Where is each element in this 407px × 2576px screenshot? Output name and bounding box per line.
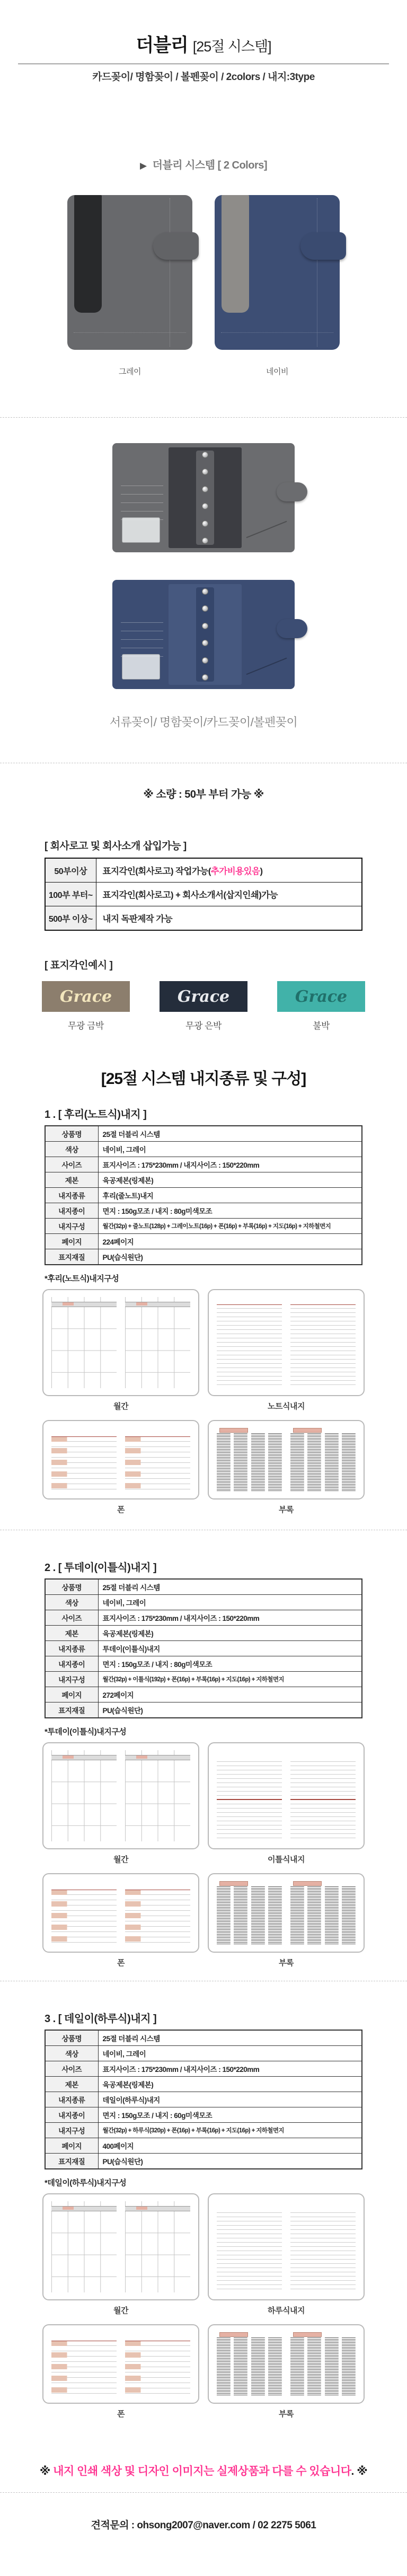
spec-label: 내지구성 bbox=[45, 1219, 98, 1234]
spec-label: 제본 bbox=[45, 2077, 98, 2092]
spec-label: 표지재질 bbox=[45, 1702, 98, 1718]
inner-page-preview bbox=[208, 1742, 365, 1865]
colors-heading-label: 더블리 시스템 [ 2 Colors] bbox=[152, 160, 268, 171]
section-3-subtitle: *데일이(하루식)내지구성 bbox=[45, 2178, 127, 2187]
spec-value: 네이비, 그레이 bbox=[98, 1595, 362, 1610]
spec-label: 내지종이 bbox=[45, 1203, 98, 1219]
spec-row bbox=[45, 1188, 362, 1203]
spec-row bbox=[45, 1702, 362, 1718]
section-3-title: 3 . [ 데일이(하루식)내지 ] bbox=[45, 2013, 157, 2025]
contact-info: 견적문의 : ohsong2007@naver.com / 02 2275 5061 bbox=[91, 2520, 316, 2531]
spec-label: 내지구성 bbox=[45, 1672, 98, 1687]
card-slots bbox=[121, 486, 163, 522]
spec-label: 내지종류 bbox=[45, 1188, 98, 1203]
spec-value: 표지사이즈 : 175*230mm / 내지사이즈 : 150*220mm bbox=[98, 1157, 362, 1172]
note-spread-image bbox=[208, 1289, 365, 1396]
table-row bbox=[45, 858, 362, 883]
notice-mark: . ※ bbox=[351, 2465, 368, 2477]
cover-strap bbox=[300, 232, 346, 260]
preview-label: 부록 bbox=[279, 1505, 294, 1514]
desc-text: 내지 독판제작 가능 bbox=[102, 914, 173, 924]
stamp-section-heading: [ 표지각인예시 ] bbox=[45, 960, 113, 971]
product-name-bracket: [25절 시스템] bbox=[192, 39, 271, 55]
preview-label: 부록 bbox=[279, 2410, 294, 2419]
preview-label: 부록 bbox=[279, 1959, 294, 1968]
spec-value: 224페이지 bbox=[98, 1234, 362, 1249]
preview-grid bbox=[0, 2324, 407, 2419]
daily-spread-image bbox=[208, 2193, 365, 2300]
spec-value: 면지 : 150g모조 / 내지 : 60g미색모조 bbox=[98, 2107, 362, 2123]
spec-value: 육공제본(링제본) bbox=[98, 2077, 362, 2092]
spec-value: 면지 : 150g모조 / 내지 : 80g미색모조 bbox=[98, 1656, 362, 1672]
spec-row bbox=[45, 1610, 362, 1626]
spec-value: 400페이지 bbox=[98, 2138, 362, 2154]
spec-row bbox=[45, 2154, 362, 2169]
phone-spread-image bbox=[42, 1873, 199, 1953]
inner-page-preview bbox=[42, 2193, 199, 2316]
page-title bbox=[0, 31, 407, 57]
stamp-label: 무광 은박 bbox=[185, 1021, 222, 1031]
spec-value: PU(습식원단) bbox=[98, 2154, 362, 2169]
preview-label: 월간 bbox=[113, 1402, 128, 1411]
section-2-subtitle: *투데이(이틀식)내지구성 bbox=[45, 1727, 127, 1736]
spec-value: 후리(줄노트)내지 bbox=[98, 1188, 362, 1203]
spec-label: 색상 bbox=[45, 2046, 98, 2061]
spec-label: 색상 bbox=[45, 1595, 98, 1610]
spec-row bbox=[45, 1656, 362, 1672]
section-2-title: 2 . [ 투데이(이틀식)내지 ] bbox=[45, 1562, 157, 1574]
spec-row bbox=[45, 2092, 362, 2107]
spec-row bbox=[45, 1579, 362, 1595]
preview-grid bbox=[0, 1289, 407, 1411]
spec-value: 표지사이즈 : 175*230mm / 내지사이즈 : 150*220mm bbox=[98, 2061, 362, 2077]
id-window bbox=[122, 654, 160, 680]
qty-cell: 50부이상 bbox=[45, 858, 96, 883]
phone-spread-image bbox=[42, 2324, 199, 2404]
spec-label: 내지종류 bbox=[45, 2092, 98, 2107]
spec-row bbox=[45, 2123, 362, 2138]
color-difference-notice bbox=[0, 2463, 407, 2478]
appendix-spread-image bbox=[208, 2324, 365, 2404]
id-window bbox=[122, 517, 160, 543]
dashed-divider bbox=[0, 2492, 407, 2493]
card-slots bbox=[121, 622, 163, 658]
spec-label: 페이지 bbox=[45, 2138, 98, 2154]
spec-row bbox=[45, 1203, 362, 1219]
stamp-sample-silver bbox=[160, 981, 247, 1031]
cover-label: 그레이 bbox=[119, 367, 141, 376]
spec-row bbox=[45, 1219, 362, 1234]
desc-text: 표지각인(회사로고) 작업가능( bbox=[102, 867, 211, 876]
preview-label: 폰 bbox=[117, 1505, 125, 1514]
product-subtitle: 카드꽂이/ 명함꽂이 / 볼펜꽂이 / 2colors / 내지:3type bbox=[92, 72, 315, 83]
stamp-sample-emboss bbox=[277, 981, 365, 1031]
spec-value: 네이비, 그레이 bbox=[98, 1142, 362, 1157]
spec-table-3 bbox=[45, 2030, 362, 2169]
arrow-bullet-icon: ▶ bbox=[139, 161, 147, 171]
inner-page-preview bbox=[42, 1289, 199, 1411]
spec-label: 사이즈 bbox=[45, 1610, 98, 1626]
spec-row bbox=[45, 1142, 362, 1157]
spec-row bbox=[45, 2030, 362, 2046]
cover-stripe bbox=[74, 195, 102, 313]
inner-page-preview bbox=[208, 1289, 365, 1411]
desc-cell bbox=[96, 883, 362, 906]
spec-value: 육공제본(링제본) bbox=[98, 1626, 362, 1641]
inner-page-preview bbox=[208, 2193, 365, 2316]
binder-rings bbox=[202, 452, 208, 544]
desc-text-end: ) bbox=[260, 867, 263, 876]
inside-left-panel bbox=[117, 584, 169, 685]
section-1-title: 1 . [ 후리(노트식)내지 ] bbox=[45, 1109, 147, 1121]
spec-label: 상품명 bbox=[45, 1579, 98, 1595]
preview-label: 노트식내지 bbox=[268, 1402, 305, 1411]
spec-table-1 bbox=[45, 1125, 362, 1265]
inner-page-preview bbox=[42, 1420, 199, 1515]
inner-page-preview bbox=[208, 1420, 365, 1515]
inside-center-panel bbox=[169, 447, 242, 548]
closure-strap bbox=[277, 482, 307, 501]
stamp-swatch-image: Grace bbox=[160, 981, 247, 1012]
header bbox=[0, 0, 407, 83]
section-1-subtitle: *후리(노트식)내지구성 bbox=[45, 1274, 119, 1283]
spec-label: 내지구성 bbox=[45, 2123, 98, 2138]
document-pocket bbox=[246, 658, 287, 675]
spec-value: 육공제본(링제본) bbox=[98, 1172, 362, 1188]
desc-text: 표지각인(회사로고) + 회사소개서(삽지인쇄)가능 bbox=[102, 890, 278, 900]
planner-cover-gray-image bbox=[67, 195, 192, 350]
preview-grid bbox=[0, 1420, 407, 1515]
preview-label: 이틀식내지 bbox=[268, 1855, 305, 1864]
dashed-divider bbox=[0, 417, 407, 418]
spec-value: 272페이지 bbox=[98, 1687, 362, 1702]
cover-variant-navy bbox=[215, 195, 340, 377]
spec-label: 표지재질 bbox=[45, 2154, 98, 2169]
preview-label: 하루식내지 bbox=[268, 2306, 305, 2315]
spec-row bbox=[45, 1626, 362, 1641]
logo-option-table bbox=[45, 858, 362, 931]
inner-page-preview bbox=[42, 1742, 199, 1865]
inside-center-panel bbox=[169, 584, 242, 685]
spec-row bbox=[45, 1249, 362, 1265]
spec-row bbox=[45, 1157, 362, 1172]
inner-page-preview bbox=[208, 2324, 365, 2419]
spec-row bbox=[45, 1234, 362, 1249]
inner-page-preview bbox=[208, 1873, 365, 1968]
spec-value: 25절 더블리 시스템 bbox=[98, 2030, 362, 2046]
desc-highlight: 추가비용있음 bbox=[210, 867, 260, 876]
spec-label: 페이지 bbox=[45, 1687, 98, 1702]
preview-label: 월간 bbox=[113, 1855, 128, 1864]
product-name: 더블리 bbox=[136, 35, 188, 56]
monthly-spread-image bbox=[42, 1742, 199, 1849]
spec-value: 25절 더블리 시스템 bbox=[98, 1579, 362, 1595]
spec-label: 상품명 bbox=[45, 2030, 98, 2046]
spec-row bbox=[45, 1687, 362, 1702]
table-row bbox=[45, 883, 362, 906]
cover-stripe bbox=[222, 195, 249, 313]
spec-row bbox=[45, 1172, 362, 1188]
cover-strap bbox=[153, 232, 199, 260]
minimum-quantity-note: ※ 소량 : 50부 부터 가능 ※ bbox=[143, 789, 264, 800]
planner-cover-navy-image bbox=[215, 195, 340, 350]
inner-page-preview bbox=[42, 1873, 199, 1968]
spec-label: 표지재질 bbox=[45, 1249, 98, 1265]
spec-value: 데일이(하루식)내지 bbox=[98, 2092, 362, 2107]
open-planner-caption: 서류꽂이/ 명함꽂이/카드꽂이/볼펜꽂이 bbox=[109, 716, 298, 729]
preview-grid bbox=[0, 1742, 407, 1865]
cover-label: 네이비 bbox=[266, 367, 288, 376]
binder-rings bbox=[202, 588, 208, 681]
spec-table-2 bbox=[45, 1578, 362, 1718]
desc-cell bbox=[96, 906, 362, 931]
stamp-label: 불박 bbox=[313, 1021, 330, 1031]
spec-row bbox=[45, 2107, 362, 2123]
spec-value: 면지 : 150g모조 / 내지 : 80g미색모조 bbox=[98, 1203, 362, 1219]
table-row bbox=[45, 906, 362, 931]
spec-label: 내지종이 bbox=[45, 2107, 98, 2123]
spec-row bbox=[45, 1641, 362, 1656]
open-planner-navy-image bbox=[112, 580, 295, 689]
stamp-swatch-image: Grace bbox=[42, 981, 130, 1012]
stamp-label: 무광 금박 bbox=[68, 1021, 104, 1031]
two-day-spread-image bbox=[208, 1742, 365, 1849]
desc-cell bbox=[96, 858, 362, 883]
spec-label: 제본 bbox=[45, 1626, 98, 1641]
spec-label: 페이지 bbox=[45, 1234, 98, 1249]
qty-cell: 100부 부터~ bbox=[45, 883, 96, 906]
preview-grid bbox=[0, 1873, 407, 1968]
open-planner-gray-image bbox=[112, 443, 295, 552]
spec-label: 사이즈 bbox=[45, 1157, 98, 1172]
stamp-samples-row bbox=[0, 981, 407, 1031]
spec-value: 25절 더블리 시스템 bbox=[98, 1126, 362, 1142]
composition-heading: [25절 시스템 내지종류 및 구성] bbox=[101, 1070, 306, 1088]
spec-label: 사이즈 bbox=[45, 2061, 98, 2077]
spec-label: 상품명 bbox=[45, 1126, 98, 1142]
logo-section-heading: [ 회사로고 및 회사소개 삽입가능 ] bbox=[45, 841, 187, 852]
inside-left-panel bbox=[117, 447, 169, 548]
notice-text: 내지 인쇄 색상 및 디자인 이미지는 실제상품과 다를 수 있습니다 bbox=[53, 2465, 351, 2477]
spec-value: 표지사이즈 : 175*230mm / 내지사이즈 : 150*220mm bbox=[98, 1610, 362, 1626]
spec-value: PU(습식원단) bbox=[98, 1702, 362, 1718]
preview-label: 월간 bbox=[113, 2306, 128, 2315]
preview-grid bbox=[0, 2193, 407, 2316]
colors-heading bbox=[0, 156, 407, 172]
monthly-spread-image bbox=[42, 1289, 199, 1396]
preview-label: 폰 bbox=[117, 2410, 125, 2419]
cover-variants-row bbox=[0, 195, 407, 377]
preview-label: 폰 bbox=[117, 1959, 125, 1968]
spec-value: 월간(32p) + 이틀식(192p) + 폰(16p) + 부록(16p) + 지도(16p) + 지하철면지 bbox=[98, 1672, 362, 1687]
spec-label: 내지종이 bbox=[45, 1656, 98, 1672]
stamp-swatch-image: Grace bbox=[277, 981, 365, 1012]
phone-spread-image bbox=[42, 1420, 199, 1499]
spec-value: 네이비, 그레이 bbox=[98, 2046, 362, 2061]
monthly-spread-image bbox=[42, 2193, 199, 2300]
spec-row bbox=[45, 2061, 362, 2077]
spec-row bbox=[45, 2138, 362, 2154]
spec-value: 월간(32p) + 줄노트(128p) + 그레이노트(16p) + 폰(16p) + 부록(16p) + 지도(16p) + 지하철면지 bbox=[98, 1219, 362, 1234]
closure-strap bbox=[277, 619, 307, 638]
inner-page-preview bbox=[42, 2324, 199, 2419]
cover-variant-gray bbox=[67, 195, 192, 377]
spec-value: PU(습식원단) bbox=[98, 1249, 362, 1265]
appendix-spread-image bbox=[208, 1420, 365, 1499]
spec-row bbox=[45, 1126, 362, 1142]
spec-row bbox=[45, 2077, 362, 2092]
document-pocket bbox=[246, 521, 287, 539]
spec-label: 색상 bbox=[45, 1142, 98, 1157]
spec-label: 제본 bbox=[45, 1172, 98, 1188]
qty-cell: 500부 이상~ bbox=[45, 906, 96, 931]
spec-row bbox=[45, 1672, 362, 1687]
spec-row bbox=[45, 2046, 362, 2061]
stamp-sample-gold bbox=[42, 981, 130, 1031]
notice-mark: ※ bbox=[39, 2465, 54, 2477]
spec-label: 내지종류 bbox=[45, 1641, 98, 1656]
spec-row bbox=[45, 1595, 362, 1610]
spec-value: 월간(32p) + 하루식(320p) + 폰(16p) + 부록(16p) + 지도(16p) + 지하철면지 bbox=[98, 2123, 362, 2138]
appendix-spread-image bbox=[208, 1873, 365, 1953]
spec-value: 투데이(이틀식)내지 bbox=[98, 1641, 362, 1656]
